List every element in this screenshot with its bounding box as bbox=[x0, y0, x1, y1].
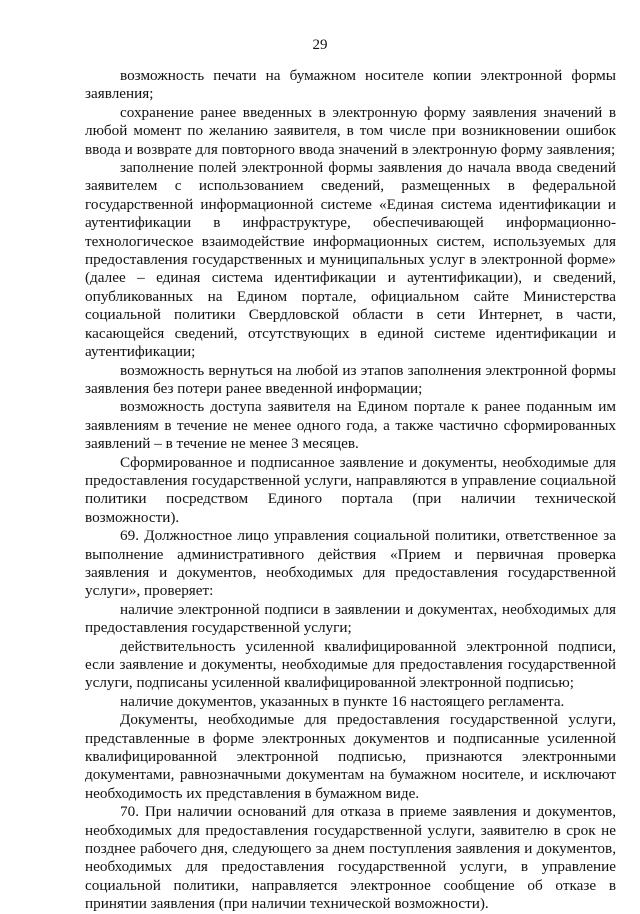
paragraph-print-copy: возможность печати на бумажном носителе копии электронной формы заявления; bbox=[85, 67, 616, 103]
paragraph-signature-validity: действительность усиленной квалифицированной электронной подписи, если заявление и документы, необходимые для предоставления государственной услуги, подписаны усиленной квалифицированной электронной подписью; bbox=[85, 637, 616, 692]
paragraph-access-applications: возможность доступа заявителя на Едином портале к ранее поданным им заявлениям в течение не менее одного года, а также частично сформированных заявлений – в течение не менее 3 месяцев. bbox=[85, 398, 616, 453]
paragraph-clause-70: 70. При наличии оснований для отказа в приеме заявления и документов, необходимых для предоставления государственной услуги, заявителю в срок не позднее рабочего дня, следующего за днем поступления заявления и документов, необходимых для предоставления государственной услуги, в управление социальной политики, направляется электронное сообщение об отказе в принятии заявления (при наличии технической возможности). bbox=[85, 803, 616, 913]
paragraph-documents-clause-16: наличие документов, указанных в пункте 16 настоящего регламента. bbox=[120, 692, 565, 710]
paragraph-submission-via-portal: Сформированное и подписанное заявление и документы, необходимые для предоставления государственной услуги, направляются в управление социальной политики посредством Единого портала (при наличии технической возможности). bbox=[85, 453, 616, 526]
paragraph-signature-presence: наличие электронной подписи в заявлении и документах, необходимых для предоставления государственной услуги; bbox=[85, 600, 616, 637]
paragraph-return-to-step: возможность вернуться на любой из этапов заполнения электронной формы заявления без потери ранее введенной информации; bbox=[85, 361, 616, 397]
paragraph-save-values: сохранение ранее введенных в электронную форму заявления значений в любой момент по желанию заявителя, в том числе при возникновении ошибок ввода и возврате для повторного ввода значений в электронную форму заявления; bbox=[85, 103, 616, 158]
document-body bbox=[85, 67, 616, 914]
paragraph-clause-69: 69. Должностное лицо управления социальной политики, ответственное за выполнение административного действия «Прием и первичная проверка заявления и документов, необходимых для предоставления государственной услуги», проверяет: bbox=[85, 527, 616, 600]
paragraph-electronic-equivalence: Документы, необходимые для предоставления государственной услуги, представленные в форме электронных документов и подписанные усиленной квалифицированной электронной подписью, признаются электронными документами, равнозначными документам на бумажном носителе, и исключают необходимость их представления в бумажном виде. bbox=[85, 711, 616, 802]
page-number: 29 bbox=[312, 37, 328, 53]
paragraph-autofill-fields: заполнение полей электронной формы заявления до начала ввода сведений заявителем с использованием сведений, размещенных в федеральной государственной информационной системе «Единая система идентификации и аутентификации в инфраструктуре, обеспечивающей информационно-технологическое взаимодействие информационных систем, используемых для предоставления государственных и муниципальных услуг в электронной форме» (далее – единая система идентификации и аутентификации), и сведений, опубликованных на Едином портале, официальном сайте Министерства социальной политики Свердловской области в сети Интернет, в части, касающейся сведений, отсутствующих в единой системе идентификации и аутентификации; bbox=[85, 159, 616, 361]
